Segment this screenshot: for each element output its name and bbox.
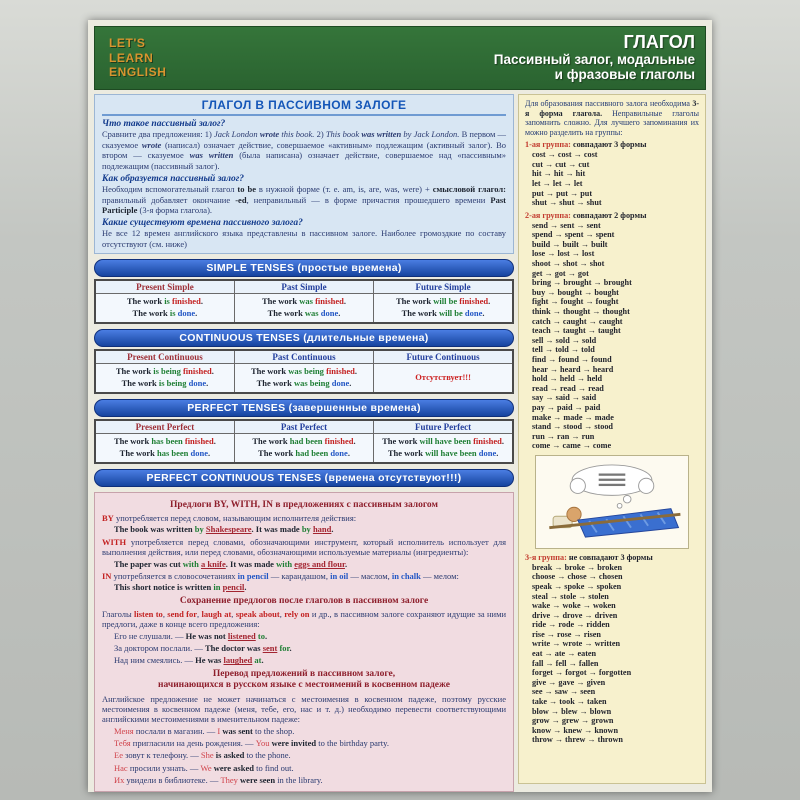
tense-table <box>94 419 514 464</box>
verb-row: rise → rose → risen <box>532 629 601 639</box>
verb-row: speak → spoke → spoken <box>532 581 622 591</box>
text-segment: Нас <box>114 762 128 773</box>
preposition-rule: IN употребляется в словосочетаниях in pencil — карандашом, in oil — маслом, in chalk — мелом: <box>102 570 459 581</box>
text-segment: send for <box>167 608 198 619</box>
sleeping-student-drawing <box>536 459 688 545</box>
text-segment: Past Participle <box>102 194 506 216</box>
tense-column-header: Past Continuous <box>234 350 373 364</box>
example-sentence: The work has been done. <box>119 447 211 458</box>
passive-voice-intro-box <box>94 94 514 254</box>
text-segment: finished <box>326 366 355 377</box>
preposition-example <box>114 524 506 534</box>
example-sentence: The work was being finished. <box>250 366 358 377</box>
text-segment: to be <box>237 183 256 194</box>
text-segment: in oil <box>330 570 349 581</box>
verb-row: shut → shut → shut <box>532 198 602 208</box>
text-segment: done <box>331 378 350 388</box>
verb-row: give → gave → given <box>532 677 606 687</box>
verb-row: lose → lost → lost <box>532 249 595 259</box>
text-segment: done <box>320 308 339 319</box>
verb-row: build → built → built <box>532 239 608 249</box>
text-segment: with <box>182 558 199 569</box>
verb-row: drive → drove → driven <box>532 610 618 620</box>
tense-column-header: Past Simple <box>234 280 373 294</box>
text-segment: . <box>261 655 264 666</box>
verb-row: put → put → put <box>532 188 593 198</box>
tense-example-cell <box>234 364 373 393</box>
verb-row: hear → heard → heard <box>532 364 614 374</box>
text-segment: done <box>478 447 497 458</box>
verb-row: think → thought → thought <box>532 306 630 316</box>
text-segment: by <box>301 524 311 535</box>
sidebar-intro: Для образования пассивного залога необходима 3-я форма глагола. Неправильные глаголы запомнить сложно. Для лучшего запоминания их можно разделить на группы: <box>525 99 699 137</box>
verb-row: sell → sold → sold <box>532 335 597 345</box>
example-sentence: The work will be done. <box>401 308 485 319</box>
tense-table <box>94 349 514 394</box>
verb-row: spend → spent → spent <box>532 230 615 240</box>
text-segment: The doctor was <box>204 643 261 654</box>
text-segment: This short notice is written <box>114 582 212 593</box>
verb-row: steal → stole → stolen <box>532 591 609 601</box>
text-segment: was written <box>189 150 234 161</box>
qa-question: Как образуется пассивный залог? <box>102 173 245 184</box>
preposition-example <box>114 582 506 592</box>
text-segment: We <box>200 762 212 773</box>
text-segment: wrote <box>259 129 280 139</box>
translation-example: Тебя пригласили на день рождения. — You were invited to the birthday party. <box>114 737 389 748</box>
translation-example: Их увидели в библиотеке. — They were seen in the library. <box>114 775 323 786</box>
text-segment: Shakespeare <box>205 524 252 535</box>
text-segment: IN <box>102 570 112 581</box>
verb-group-1 <box>525 140 699 207</box>
verb-row: teach → taught → taught <box>532 326 621 336</box>
text-segment: to <box>257 630 265 641</box>
example-sentence: The work will have been done. <box>387 447 499 458</box>
verb-group-heading: 2-ая группа: совпадают 2 формы <box>525 210 647 220</box>
translation-intro: Английское предложение не может начинаться с местоимения в косвенном падеже, поэтому русские местоимения в косвенном падеже (меня, тебе, его, нас и т. д.) необходимо перевести соответствующими английскими местоимениями в именительном падеже: <box>102 693 506 725</box>
preserve-title: Сохранение предлогов после глаголов в пассивном залоге <box>179 595 429 606</box>
text-segment: was being <box>288 366 324 377</box>
text-segment: sent <box>262 643 278 654</box>
text-segment: done <box>464 308 483 319</box>
text-segment: in <box>213 582 221 593</box>
text-segment: . <box>344 558 348 569</box>
verb-row: bring → brought → brought <box>532 278 632 288</box>
text-segment: has been <box>151 435 183 446</box>
verb-group-label: 1-ая группа: <box>525 140 571 150</box>
text-segment: Их <box>114 775 125 786</box>
verb-row: grow → grew → grown <box>532 716 614 726</box>
verb-row: hold → held → held <box>532 374 603 384</box>
text-segment: finished <box>171 296 201 307</box>
text-segment: . <box>264 630 268 641</box>
text-segment: will be <box>438 308 463 319</box>
verb-row: catch → caught → caught <box>532 316 623 326</box>
verb-row: get → got → got <box>532 268 589 278</box>
verb-row: choose → chose → chosen <box>532 572 623 582</box>
verb-row: buy → bought → bought <box>532 287 619 297</box>
text-segment: listened <box>227 630 256 641</box>
tense-column-header: Present Continuous <box>95 350 234 364</box>
text-segment: rely on <box>284 608 310 619</box>
text-segment: at <box>254 655 262 666</box>
text-segment: for <box>279 643 290 654</box>
verb-row: fight → fought → fought <box>532 297 619 307</box>
text-segment: done <box>177 308 196 319</box>
tense-column-header: Future Simple <box>374 280 513 294</box>
logo-line: LET'S <box>109 36 146 51</box>
example-sentence: The work is being done. <box>121 378 209 388</box>
text-segment: was <box>304 308 319 319</box>
text-segment: Jack London <box>213 129 258 139</box>
text-segment: is asked <box>215 750 245 761</box>
text-segment: by <box>194 524 204 535</box>
brand-logo <box>109 36 167 80</box>
example-sentence: The work had been finished. <box>252 435 356 446</box>
card-title: ГЛАГОЛ <box>623 32 695 53</box>
text-segment: Ее <box>114 750 123 761</box>
verb-row: hit → hit → hit <box>532 169 586 179</box>
header-title-block <box>494 33 695 83</box>
text-segment: was being <box>293 378 330 388</box>
verb-row: come → came → come <box>532 441 612 451</box>
text-segment: WITH <box>102 536 127 547</box>
text-segment: Меня <box>114 725 134 736</box>
tense-table-block <box>94 399 514 464</box>
text-segment: . <box>244 582 247 593</box>
preposition-example <box>114 559 506 569</box>
card-body <box>94 94 706 784</box>
text-segment: laughed <box>223 655 253 666</box>
tense-table-banner: CONTINUOUS TENSES (длительные времена) <box>94 329 514 347</box>
prepositions-rules <box>102 513 506 593</box>
text-segment: is <box>164 296 170 307</box>
verb-row: blow → blew → blown <box>532 706 612 716</box>
text-segment: is <box>169 308 176 319</box>
text-segment: were invited <box>271 737 317 748</box>
example-sentence: The work is done. <box>132 308 198 319</box>
study-card <box>88 20 712 792</box>
text-segment: BY <box>102 513 114 524</box>
qa-answer: Не все 12 времен английского языка представлены в пассивном залоге. Наиболее громоздкие по составу отсутствуют (см. ниже) <box>102 227 506 249</box>
text-segment: finished <box>459 296 489 307</box>
tense-table <box>94 279 514 324</box>
qa-question: Какие существуют времена пассивного залога? <box>102 217 303 228</box>
preserve-example: За доктором послали. — The doctor was sent for. <box>114 643 292 654</box>
text-segment: was sent <box>222 725 253 736</box>
verb-row: cost → cost → cost <box>532 150 598 160</box>
text-segment: eggs and flour <box>294 558 345 569</box>
section-title-passive-voice: ГЛАГОЛ В ПАССИВНОМ ЗАЛОГЕ <box>102 98 506 116</box>
qa-list <box>102 119 506 249</box>
tense-example-cell <box>234 433 373 462</box>
verb-group-heading: 3-я группа: не совпадают 3 формы <box>525 552 653 562</box>
verb-row: send → sent → sent <box>532 220 601 230</box>
text-segment: this book. <box>281 129 315 139</box>
example-sentence: The work was done. <box>267 308 341 319</box>
tense-example-cell <box>95 364 234 393</box>
verb-row: see → saw → seen <box>532 687 596 697</box>
example-sentence: The work is finished. <box>126 296 203 307</box>
preserve-example: Над ним смеялись. — He was laughed at. <box>114 655 264 666</box>
verb-row: read → read → read <box>532 383 604 393</box>
text-segment: смысловой глагол: <box>432 183 506 194</box>
text-segment: I <box>217 725 221 736</box>
text-segment: has been <box>156 447 189 458</box>
example-sentence: The work will be finished. <box>395 296 491 307</box>
text-segment: had been <box>295 447 329 458</box>
tense-example-cell <box>234 294 373 323</box>
qa-answer: Необходим вспомогательный глагол to be в нужной форме (т. е. am, is, are, was, were) + смысловой глагол: правильный добавляет окончание -ed, неправильный — в форме причастия прошедшего времени Past Participle (3-я форма глагола). <box>102 183 506 216</box>
example-sentence: The work had been done. <box>258 447 350 458</box>
prepositions-title: Предлоги BY, WITH, IN в предложениях с пассивным залогом <box>170 499 438 510</box>
verb-row: run → ran → run <box>532 431 595 441</box>
verb-row: stand → stood → stood <box>532 422 613 432</box>
sleeping-student-illustration <box>535 455 689 549</box>
text-segment: finished <box>184 435 214 446</box>
preserve-intro: Глаголы listen to, send for, laugh at, speak about, rely on и др., в пассивном залоге сохраняют идущие за ними предлоги, даже в конце всего предложения: <box>102 608 507 630</box>
verb-group-label: 2-ая группа: <box>525 210 571 220</box>
tense-column-header: Present Simple <box>95 280 234 294</box>
text-segment: . <box>331 524 334 535</box>
verb-row: make → made → made <box>532 412 614 422</box>
verb-group-2 <box>525 211 699 451</box>
text-segment: with <box>276 558 293 569</box>
example-sentence: The work has been finished. <box>114 435 216 446</box>
translation-title-line2: начинающихся в русском языке с местоимений в косвенном падеже <box>158 680 450 691</box>
example-sentence: The work will have been finished. <box>382 435 505 446</box>
tense-example-cell <box>374 433 513 462</box>
main-column <box>94 94 514 784</box>
translation-title <box>102 669 506 692</box>
text-segment: finished <box>182 366 212 377</box>
text-segment: finished <box>473 435 502 446</box>
verb-group-label: 3-я группа: <box>525 552 567 562</box>
tense-example-cell <box>95 294 234 323</box>
irregular-verbs-sidebar <box>518 94 706 784</box>
qa-answer: Сравните два предложения: 1) Jack London wrote this book. 2) This book was written by Jack London. В первом — сказуемое wrote (написал) означает действие, совершаемое «активным» подлежащим (активный залог). Во втором — сказуемое was written (была написана) означает действие, совершаемое над «пассивным» подлежащим (пассивный залог). <box>102 129 507 172</box>
text-segment: is being <box>153 366 181 377</box>
text-segment: in chalk <box>391 570 421 581</box>
translation-example: Ее зовут к телефону. — She is asked to the phone. <box>114 750 291 761</box>
text-segment: was written <box>361 129 402 139</box>
card-subtitle-line1: Пассивный залог, модальные <box>493 51 695 67</box>
text-segment: done <box>188 378 207 388</box>
translation-examples <box>102 726 506 786</box>
example-sentence: The work was finished. <box>261 296 347 307</box>
text-segment: They <box>220 775 238 786</box>
text-segment: He was not <box>185 630 226 641</box>
example-sentence: The work is being finished. <box>115 366 214 377</box>
text-segment: is being <box>158 378 187 388</box>
text-segment: finished <box>324 435 354 446</box>
verb-row: ride → rode → ridden <box>532 620 610 630</box>
text-segment: hand <box>312 524 332 535</box>
example-sentence: The work was being done. <box>256 378 352 388</box>
text-segment: will have been <box>425 447 477 458</box>
text-segment: This book <box>325 129 360 139</box>
text-segment: speak about <box>235 608 280 619</box>
preserve-examples <box>102 631 506 666</box>
verb-group-heading: 1-ая группа: совпадают 3 формы <box>525 140 647 150</box>
tense-column-header: Past Perfect <box>234 420 373 434</box>
tense-table-banner: PERFECT TENSES (завершенные времена) <box>94 399 514 417</box>
text-segment: listen to <box>134 608 163 619</box>
verb-row: eat → ate → eaten <box>532 649 597 659</box>
tense-column-header: Present Perfect <box>95 420 234 434</box>
text-segment: pencil <box>222 582 245 593</box>
text-segment: will be <box>433 296 458 307</box>
verb-row: pay → paid → paid <box>532 402 601 412</box>
text-segment: You <box>255 737 270 748</box>
perfect-continuous-banner: PERFECT CONTINUOUS TENSES (времена отсутствуют!!!) <box>94 469 514 487</box>
text-segment: He was <box>195 655 222 666</box>
preposition-rule: WITH употребляется перед словами, обозначающими инструмент, который исполнитель использует для выполнения действия, или перед словами, обозначающими используемые материалы (ингредиенты): <box>102 536 506 558</box>
text-segment: laugh at <box>201 608 232 619</box>
tense-example-cell <box>374 294 513 323</box>
verb-row: tell → told → told <box>532 345 595 355</box>
logo-line: LEARN <box>109 50 154 65</box>
verb-row: say → said → said <box>532 393 597 403</box>
verb-row: shoot → shot → shot <box>532 259 605 268</box>
verb-row: cut → cut → cut <box>532 159 590 169</box>
translation-example: Меня послали в магазин. — I was sent to the shop. <box>114 725 295 736</box>
text-segment: was <box>299 296 313 307</box>
text-segment: a knife <box>200 558 226 569</box>
verb-row: take → took → taken <box>532 697 607 707</box>
qa-question: Что такое пассивный залог? <box>102 119 226 129</box>
text-segment: were seen <box>240 775 276 786</box>
card-header <box>94 26 706 90</box>
tense-tables-container <box>94 254 514 463</box>
tense-table-block <box>94 329 514 394</box>
text-segment: . It was made <box>251 524 300 535</box>
text-segment: . <box>289 643 292 654</box>
verb-row: break → broke → broken <box>532 562 623 572</box>
tense-table-banner: SIMPLE TENSES (простые времена) <box>94 259 514 277</box>
text-segment: in pencil <box>237 570 269 581</box>
text-segment: -ed <box>235 194 247 205</box>
text-segment: finished <box>315 296 344 307</box>
text-segment: The book was written <box>114 524 193 535</box>
verb-row: let → let → let <box>532 179 583 188</box>
text-segment: wrote <box>141 139 162 150</box>
text-segment: were asked <box>213 762 254 773</box>
tense-column-header: Future Continuous <box>374 350 513 364</box>
text-segment: . It was made <box>225 558 274 569</box>
verb-row: forget → forgot → forgotten <box>532 668 632 678</box>
usage-notes-box <box>94 492 514 793</box>
translation-example: Нас просили узнать. — We were asked to find out. <box>114 762 294 773</box>
verb-row: throw → threw → thrown <box>532 735 623 745</box>
preserve-example: Его не слушали. — He was not listened to. <box>114 630 268 641</box>
tense-column-header: Future Perfect <box>374 420 513 434</box>
text-segment: had been <box>289 435 323 446</box>
verb-group-3 <box>525 553 699 745</box>
verb-row: wake → woke → woken <box>532 601 616 611</box>
tense-example-cell <box>374 364 513 393</box>
verb-row: write → wrote → written <box>532 639 621 649</box>
text-segment: done <box>330 447 348 458</box>
text-segment: Тебя <box>114 737 131 748</box>
translation-title-line1: Перевод предложений в пассивном залоге, <box>212 668 396 679</box>
text-segment: The paper was cut <box>114 558 181 569</box>
text-segment: will have been <box>419 435 471 446</box>
verb-row: fall → fell → fallen <box>532 658 599 668</box>
tense-example-cell <box>95 433 234 462</box>
absent-label: Отсутствует!!! <box>415 372 471 383</box>
verb-row: find → found → found <box>532 354 612 364</box>
card-subtitle-line2: и фразовые глаголы <box>554 67 695 83</box>
text-segment: by Jack London. <box>403 129 460 139</box>
verb-row: know → knew → known <box>532 725 618 735</box>
tense-table-block <box>94 259 514 324</box>
text-segment: done <box>190 447 209 458</box>
text-segment: She <box>200 750 214 761</box>
logo-line: ENGLISH <box>109 65 167 80</box>
text-segment: 3-я форма глагола. <box>525 99 699 118</box>
preposition-rule: BY употребляется перед словом, называющим исполнителя действия: <box>102 513 357 524</box>
